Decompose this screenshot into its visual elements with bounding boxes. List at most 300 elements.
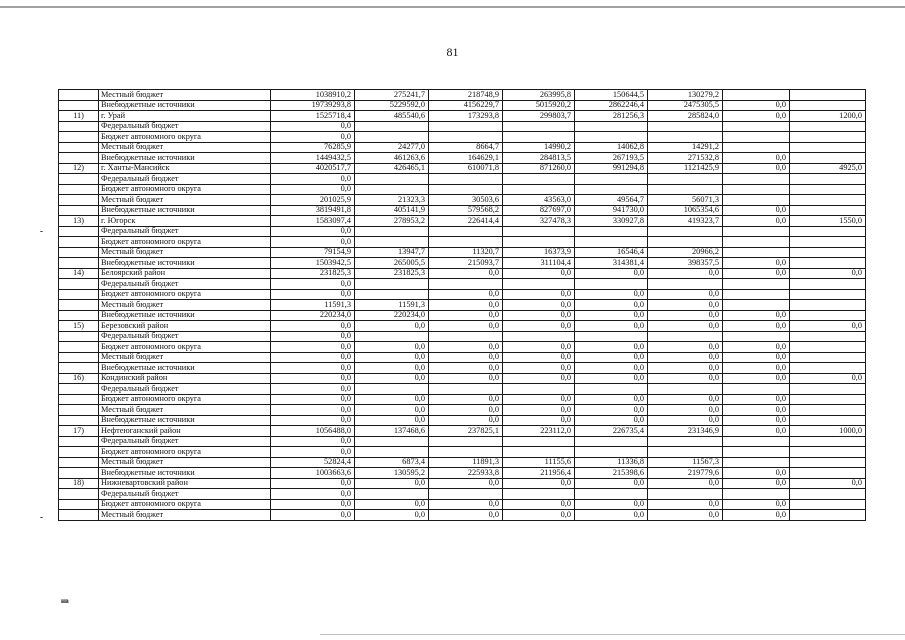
value-cell: 231825,3 (355, 268, 429, 279)
value-cell: 11155,6 (503, 457, 575, 468)
value-cell (429, 279, 503, 290)
value-cell (790, 394, 866, 405)
value-cell: 0,0 (648, 405, 723, 416)
value-cell: 0,0 (429, 268, 503, 279)
value-cell: 0,0 (271, 342, 355, 353)
row-number-cell (59, 279, 99, 290)
value-cell: 76285,9 (271, 142, 355, 153)
side-mark: - (40, 512, 43, 522)
value-cell: 1056488,0 (271, 426, 355, 437)
row-number-cell (59, 90, 99, 101)
table-row (59, 247, 866, 258)
row-number-cell (59, 205, 99, 216)
table-row (59, 184, 866, 195)
value-cell: 0,0 (575, 352, 648, 363)
value-cell: 226414,4 (429, 216, 503, 227)
value-cell (790, 132, 866, 143)
value-cell (790, 237, 866, 248)
value-cell (355, 237, 429, 248)
value-cell: 263995,8 (503, 90, 575, 101)
value-cell: 0,0 (575, 405, 648, 416)
value-cell: 398357,5 (648, 258, 723, 269)
row-number-cell: 12) (59, 163, 99, 174)
value-cell: 0,0 (503, 352, 575, 363)
table-row (59, 258, 866, 269)
value-cell: 237825,1 (429, 426, 503, 437)
value-cell (790, 205, 866, 216)
value-cell (723, 247, 790, 258)
value-cell: 0,0 (790, 321, 866, 332)
value-cell: 0,0 (723, 415, 790, 426)
value-cell (790, 510, 866, 521)
value-cell (503, 174, 575, 185)
table-row (59, 478, 866, 489)
value-cell: 0,0 (723, 205, 790, 216)
table-row (59, 468, 866, 479)
value-cell: 311104,4 (503, 258, 575, 269)
row-number-cell (59, 184, 99, 195)
row-name-cell: Кондинский район (99, 373, 271, 384)
row-name-cell: Белоярский район (99, 268, 271, 279)
table-row (59, 331, 866, 342)
table-row (59, 195, 866, 206)
table-row (59, 121, 866, 132)
value-cell: 0,0 (271, 384, 355, 395)
value-cell (790, 352, 866, 363)
value-cell (429, 132, 503, 143)
value-cell: 0,0 (355, 415, 429, 426)
row-number-cell (59, 174, 99, 185)
value-cell: 314381,4 (575, 258, 648, 269)
value-cell: 0,0 (429, 310, 503, 321)
row-number-cell: 11) (59, 111, 99, 122)
value-cell: 0,0 (271, 184, 355, 195)
value-cell (648, 121, 723, 132)
value-cell (790, 342, 866, 353)
value-cell: 0,0 (723, 373, 790, 384)
row-name-cell: Местный бюджет (99, 405, 271, 416)
row-number-cell: 16) (59, 373, 99, 384)
row-name-cell: Федеральный бюджет (99, 279, 271, 290)
budget-table (58, 89, 866, 521)
row-number-cell (59, 247, 99, 258)
table-row (59, 321, 866, 332)
value-cell: 419323,7 (648, 216, 723, 227)
value-cell (648, 174, 723, 185)
value-cell: 43563,0 (503, 195, 575, 206)
value-cell: 164629,1 (429, 153, 503, 164)
value-cell: 30503,6 (429, 195, 503, 206)
value-cell: 0,0 (429, 415, 503, 426)
value-cell: 0,0 (271, 352, 355, 363)
table-row (59, 499, 866, 510)
value-cell (429, 447, 503, 458)
value-cell (790, 247, 866, 258)
row-name-cell: Местный бюджет (99, 247, 271, 258)
value-cell (790, 226, 866, 237)
value-cell: 827697,0 (503, 205, 575, 216)
value-cell (723, 132, 790, 143)
value-cell: 220234,0 (355, 310, 429, 321)
value-cell: 0,0 (648, 289, 723, 300)
value-cell: 4020517,7 (271, 163, 355, 174)
value-cell (790, 468, 866, 479)
row-number-cell (59, 258, 99, 269)
row-number-cell (59, 447, 99, 458)
value-cell: 21323,3 (355, 195, 429, 206)
value-cell: 0,0 (271, 510, 355, 521)
value-cell: 0,0 (575, 363, 648, 374)
value-cell: 218748,9 (429, 90, 503, 101)
value-cell: 0,0 (271, 121, 355, 132)
value-cell: 0,0 (723, 468, 790, 479)
row-name-cell: Федеральный бюджет (99, 174, 271, 185)
value-cell (575, 384, 648, 395)
row-name-cell: Внебюджетные источники (99, 468, 271, 479)
value-cell: 0,0 (648, 499, 723, 510)
row-number-cell (59, 363, 99, 374)
value-cell (723, 226, 790, 237)
row-number-cell: 18) (59, 478, 99, 489)
value-cell: 0,0 (723, 426, 790, 437)
value-cell: 219779,6 (648, 468, 723, 479)
value-cell (790, 195, 866, 206)
value-cell: 271532,8 (648, 153, 723, 164)
value-cell (503, 184, 575, 195)
value-cell: 0,0 (503, 405, 575, 416)
value-cell: 0,0 (271, 279, 355, 290)
value-cell: 0,0 (575, 510, 648, 521)
value-cell: 0,0 (723, 394, 790, 405)
value-cell: 0,0 (429, 352, 503, 363)
table-row (59, 510, 866, 521)
value-cell: 0,0 (575, 310, 648, 321)
value-cell (723, 174, 790, 185)
table-row (59, 352, 866, 363)
value-cell (355, 184, 429, 195)
value-cell (503, 436, 575, 447)
value-cell: 0,0 (575, 478, 648, 489)
row-name-cell: Местный бюджет (99, 510, 271, 521)
row-number-cell: 17) (59, 426, 99, 437)
value-cell (648, 184, 723, 195)
value-cell: 226735,4 (575, 426, 648, 437)
value-cell: 0,0 (355, 352, 429, 363)
table-row (59, 163, 866, 174)
value-cell (723, 384, 790, 395)
value-cell (503, 121, 575, 132)
value-cell: 0,0 (355, 373, 429, 384)
value-cell: 231346,9 (648, 426, 723, 437)
value-cell: 0,0 (648, 352, 723, 363)
value-cell: 0,0 (575, 415, 648, 426)
value-cell (723, 195, 790, 206)
row-number-cell (59, 121, 99, 132)
table-row (59, 100, 866, 111)
value-cell: 0,0 (723, 363, 790, 374)
value-cell: 14990,2 (503, 142, 575, 153)
value-cell: 0,0 (271, 331, 355, 342)
value-cell: 0,0 (723, 268, 790, 279)
value-cell: 267193,5 (575, 153, 648, 164)
value-cell: 0,0 (503, 342, 575, 353)
value-cell: 0,0 (429, 478, 503, 489)
value-cell: 0,0 (503, 478, 575, 489)
row-name-cell: Местный бюджет (99, 300, 271, 311)
value-cell (575, 447, 648, 458)
value-cell: 231825,3 (271, 268, 355, 279)
value-cell: 1550,0 (790, 216, 866, 227)
value-cell (648, 489, 723, 500)
value-cell: 215093,7 (429, 258, 503, 269)
value-cell: 0,0 (429, 363, 503, 374)
value-cell: 11891,3 (429, 457, 503, 468)
value-cell: 0,0 (271, 489, 355, 500)
table-row (59, 216, 866, 227)
value-cell (429, 237, 503, 248)
value-cell: 0,0 (723, 216, 790, 227)
value-cell (790, 142, 866, 153)
row-name-cell: Федеральный бюджет (99, 226, 271, 237)
value-cell (575, 121, 648, 132)
value-cell: 20966,2 (648, 247, 723, 258)
side-mark: - (40, 226, 43, 236)
row-number-cell (59, 132, 99, 143)
value-cell (503, 384, 575, 395)
value-cell: 0,0 (271, 436, 355, 447)
value-cell (790, 279, 866, 290)
value-cell: 0,0 (723, 478, 790, 489)
value-cell (648, 279, 723, 290)
value-cell: 0,0 (723, 321, 790, 332)
value-cell: 0,0 (271, 415, 355, 426)
value-cell: 16373,9 (503, 247, 575, 258)
row-name-cell: Федеральный бюджет (99, 436, 271, 447)
value-cell (723, 289, 790, 300)
value-cell (790, 121, 866, 132)
value-cell: 1065354,6 (648, 205, 723, 216)
row-name-cell: г. Урай (99, 111, 271, 122)
value-cell: 871260,0 (503, 163, 575, 174)
value-cell: 485540,6 (355, 111, 429, 122)
value-cell (723, 237, 790, 248)
row-number-cell (59, 237, 99, 248)
value-cell: 0,0 (723, 111, 790, 122)
row-name-cell: Внебюджетные источники (99, 415, 271, 426)
value-cell: 4925,0 (790, 163, 866, 174)
row-number-cell (59, 352, 99, 363)
value-cell: 24277,0 (355, 142, 429, 153)
table-row (59, 205, 866, 216)
table-row (59, 289, 866, 300)
value-cell: 11320,7 (429, 247, 503, 258)
row-number-cell (59, 153, 99, 164)
table-row (59, 90, 866, 101)
value-cell (723, 279, 790, 290)
value-cell (575, 331, 648, 342)
value-cell (575, 436, 648, 447)
value-cell: 0,0 (503, 415, 575, 426)
value-cell (648, 226, 723, 237)
value-cell: 0,0 (723, 510, 790, 521)
value-cell (790, 153, 866, 164)
row-number-cell (59, 394, 99, 405)
value-cell: 0,0 (723, 100, 790, 111)
value-cell: 0,0 (575, 268, 648, 279)
value-cell: 16546,4 (575, 247, 648, 258)
value-cell: 1525718,4 (271, 111, 355, 122)
row-number-cell (59, 436, 99, 447)
row-number-cell (59, 468, 99, 479)
value-cell: 5015920,2 (503, 100, 575, 111)
row-number-cell (59, 342, 99, 353)
value-cell: 0,0 (503, 394, 575, 405)
value-cell (723, 447, 790, 458)
value-cell (723, 90, 790, 101)
value-cell: 56071,3 (648, 195, 723, 206)
value-cell: 461263,6 (355, 153, 429, 164)
value-cell (790, 447, 866, 458)
row-number-cell (59, 499, 99, 510)
value-cell: 0,0 (648, 510, 723, 521)
value-cell (429, 226, 503, 237)
value-cell (790, 499, 866, 510)
value-cell: 0,0 (648, 415, 723, 426)
value-cell: 278953,2 (355, 216, 429, 227)
row-name-cell: Бюджет автономного округа (99, 447, 271, 458)
value-cell (723, 436, 790, 447)
row-number-cell: 13) (59, 216, 99, 227)
value-cell: 1000,0 (790, 426, 866, 437)
footer-mark: нв (61, 597, 69, 605)
value-cell: 991294,8 (575, 163, 648, 174)
value-cell: 173293,8 (429, 111, 503, 122)
value-cell: 0,0 (271, 405, 355, 416)
row-name-cell: Бюджет автономного округа (99, 342, 271, 353)
value-cell: 0,0 (429, 321, 503, 332)
row-name-cell: Бюджет автономного округа (99, 394, 271, 405)
row-name-cell: Внебюджетные источники (99, 363, 271, 374)
value-cell: 0,0 (723, 258, 790, 269)
value-cell (723, 142, 790, 153)
value-cell: 579568,2 (429, 205, 503, 216)
value-cell (429, 384, 503, 395)
value-cell (790, 415, 866, 426)
value-cell: 0,0 (575, 499, 648, 510)
table-row (59, 489, 866, 500)
value-cell (355, 121, 429, 132)
value-cell (355, 174, 429, 185)
value-cell: 0,0 (355, 321, 429, 332)
scan-top-rule (0, 6, 905, 8)
value-cell: 0,0 (575, 300, 648, 311)
table-row (59, 132, 866, 143)
value-cell (429, 184, 503, 195)
value-cell (355, 436, 429, 447)
row-name-cell: Федеральный бюджет (99, 121, 271, 132)
page-number: 81 (446, 45, 459, 59)
value-cell: 0,0 (503, 310, 575, 321)
row-name-cell: Внебюджетные источники (99, 258, 271, 269)
table-row (59, 457, 866, 468)
value-cell: 275241,7 (355, 90, 429, 101)
value-cell (723, 121, 790, 132)
row-name-cell: Внебюджетные источники (99, 205, 271, 216)
table-row (59, 153, 866, 164)
value-cell: 52824,4 (271, 457, 355, 468)
row-name-cell: Внебюджетные источники (99, 153, 271, 164)
table-row (59, 415, 866, 426)
value-cell: 0,0 (503, 321, 575, 332)
value-cell: 0,0 (648, 342, 723, 353)
value-cell: 220234,0 (271, 310, 355, 321)
value-cell: 0,0 (503, 300, 575, 311)
row-number-cell (59, 100, 99, 111)
value-cell: 610071,8 (429, 163, 503, 174)
value-cell: 0,0 (648, 478, 723, 489)
value-cell (355, 489, 429, 500)
value-cell: 13947,7 (355, 247, 429, 258)
table-row (59, 405, 866, 416)
value-cell: 0,0 (355, 499, 429, 510)
row-number-cell: 15) (59, 321, 99, 332)
value-cell (790, 258, 866, 269)
value-cell (790, 405, 866, 416)
row-name-cell: Внебюджетные источники (99, 100, 271, 111)
value-cell (790, 174, 866, 185)
value-cell: 137468,6 (355, 426, 429, 437)
value-cell: 19739293,8 (271, 100, 355, 111)
table-row (59, 310, 866, 321)
value-cell: 1583097,4 (271, 216, 355, 227)
row-name-cell: Местный бюджет (99, 352, 271, 363)
table-row (59, 226, 866, 237)
value-cell (790, 489, 866, 500)
value-cell (790, 363, 866, 374)
row-name-cell: Федеральный бюджет (99, 489, 271, 500)
value-cell: 0,0 (271, 237, 355, 248)
row-name-cell: Местный бюджет (99, 195, 271, 206)
value-cell: 265005,5 (355, 258, 429, 269)
value-cell (355, 226, 429, 237)
value-cell: 0,0 (271, 226, 355, 237)
value-cell (429, 121, 503, 132)
row-name-cell: Нижневартовский район (99, 478, 271, 489)
value-cell: 5229592,0 (355, 100, 429, 111)
row-name-cell: Бюджет автономного округа (99, 499, 271, 510)
value-cell: 0,0 (271, 174, 355, 185)
value-cell: 11567,3 (648, 457, 723, 468)
value-cell (355, 279, 429, 290)
table-row (59, 279, 866, 290)
value-cell: 3819491,8 (271, 205, 355, 216)
row-name-cell: Местный бюджет (99, 457, 271, 468)
row-name-cell: Федеральный бюджет (99, 331, 271, 342)
value-cell: 4156229,7 (429, 100, 503, 111)
value-cell: 0,0 (575, 342, 648, 353)
value-cell: 0,0 (355, 405, 429, 416)
table-row (59, 237, 866, 248)
value-cell (790, 310, 866, 321)
value-cell: 0,0 (648, 321, 723, 332)
row-number-cell (59, 289, 99, 300)
value-cell: 14062,8 (575, 142, 648, 153)
value-cell (503, 489, 575, 500)
value-cell: 405141,9 (355, 205, 429, 216)
value-cell: 0,0 (648, 300, 723, 311)
value-cell: 11591,3 (271, 300, 355, 311)
value-cell: 0,0 (271, 321, 355, 332)
